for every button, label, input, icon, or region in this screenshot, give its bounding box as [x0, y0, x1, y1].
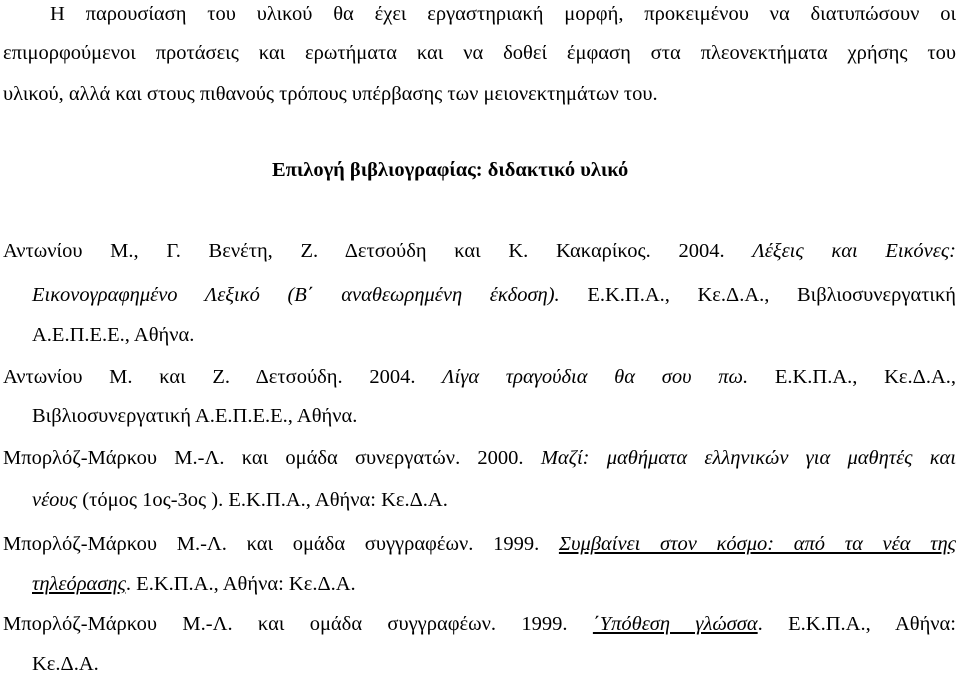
- bibliography-heading: Επιλογή βιβλιογραφίας: διδακτικό υλικό: [272, 159, 629, 181]
- ref-4-title-part-1: Συμβαίνει στον κόσμο: από τα νέα της: [558, 533, 956, 555]
- ref-2-authors: Αντωνίου Μ. και Ζ. Δετσούδη. 2004.: [3, 366, 416, 388]
- ref-1-line-2: [32, 283, 956, 307]
- ref-5-authors: Μπορλόζ-Μάρκου Μ.-Λ. και ομάδα συγγραφέων. 1999.: [3, 613, 568, 635]
- ref-1-title-part-2: Εικονογραφημένο Λεξικό (Β΄ αναθεωρημένη έκδοση).: [32, 284, 560, 306]
- ref-1-publisher-part-1: Ε.Κ.Π.Α., Κε.Δ.Α., Βιβλιοσυνεργατική: [587, 284, 956, 306]
- ref-5-line-2: Κε.Δ.Α.: [32, 653, 99, 675]
- ref-2-line-1: [3, 365, 956, 389]
- ref-3-rest: (τόμος 1ος-3ος ). Ε.Κ.Π.Α., Αθήνα: Κε.Δ.Α.: [82, 489, 448, 511]
- ref-3-line-2: [32, 488, 448, 512]
- ref-4-title-part-2: τηλεόρασης: [32, 573, 126, 595]
- ref-1-line-1: [3, 239, 956, 263]
- ref-4-rest: . Ε.Κ.Π.Α., Αθήνα: Κε.Δ.Α.: [125, 573, 356, 595]
- ref-1-title-part-1: Λέξεις και Εικόνες:: [752, 240, 956, 262]
- ref-2-title: Λίγα τραγούδια θα σου πω.: [442, 366, 749, 388]
- intro-line-3: υλικού, αλλά και στους πιθανούς τρόπους υπέρβασης των μειονεκτημάτων του.: [3, 83, 658, 105]
- ref-1-line-3: Α.Ε.Π.Ε.Ε., Αθήνα.: [32, 324, 195, 346]
- ref-4-line-2: [32, 572, 356, 596]
- ref-3-title-part-1: Μαζί: μαθήματα ελληνικών για μαθητές και: [540, 447, 957, 469]
- ref-4-authors: Μπορλόζ-Μάρκου Μ.-Λ. και ομάδα συγγραφέων. 1999.: [3, 533, 540, 555]
- ref-3-authors: Μπορλόζ-Μάρκου Μ.-Λ. και ομάδα συνεργατών. 2000.: [3, 447, 524, 469]
- ref-2-publisher-part-1: Ε.Κ.Π.Α., Κε.Δ.Α.,: [774, 366, 956, 388]
- ref-5-rest-part-1: . Ε.Κ.Π.Α., Αθήνα:: [757, 613, 956, 635]
- ref-1-authors: Αντωνίου Μ., Γ. Βενέτη, Ζ. Δετσούδη και Κ. Κακαρίκος. 2004.: [3, 240, 725, 262]
- ref-3-title-part-2: νέους: [32, 489, 78, 511]
- ref-5-title: ΄Υπόθεση γλώσσα: [592, 613, 758, 635]
- ref-3-line-1: [3, 446, 956, 470]
- intro-line-2: επιμορφούμενοι προτάσεις και ερωτήματα και να δοθεί έμφαση στα πλεονεκτήματα χρήσης του: [3, 42, 956, 64]
- ref-4-line-1: [3, 532, 956, 556]
- ref-2-line-2: Βιβλιοσυνεργατική Α.Ε.Π.Ε.Ε., Αθήνα.: [32, 405, 358, 427]
- intro-line-1: Η παρουσίαση του υλικού θα έχει εργαστηριακή μορφή, προκειμένου να διατυπώσουν οι: [50, 3, 956, 25]
- ref-5-line-1: [3, 612, 956, 636]
